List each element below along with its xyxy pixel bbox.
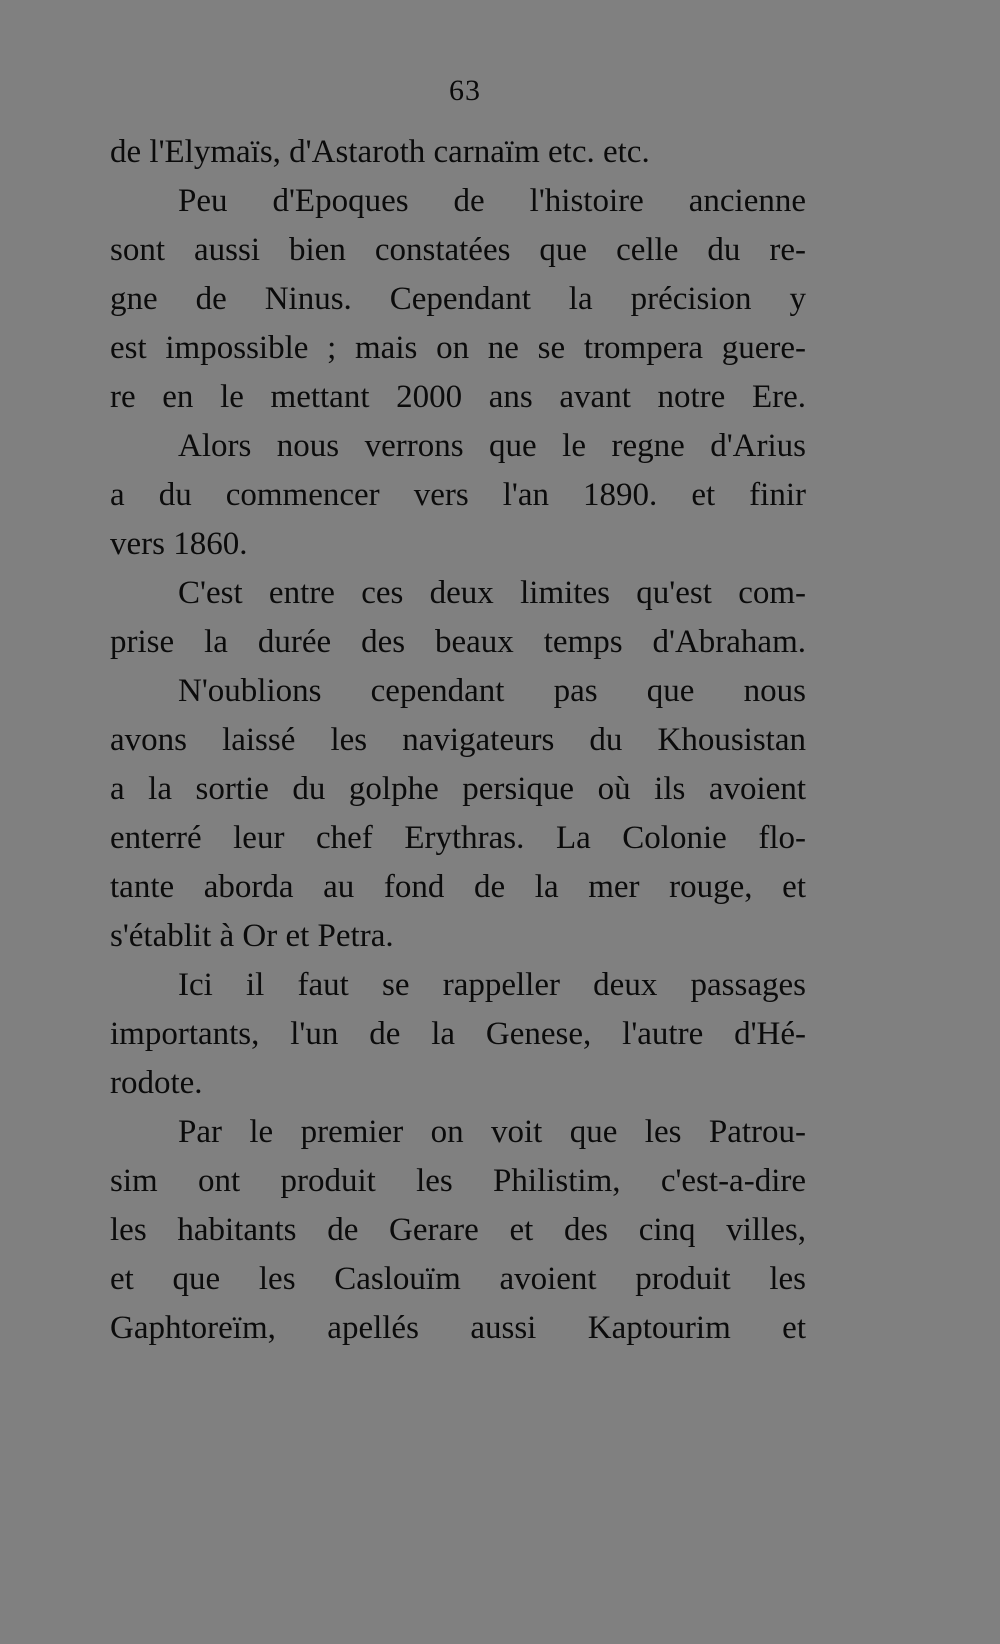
text-line: Ici il faut se rappeller deux passages (178, 967, 806, 1003)
text-line: s'établit à Or et Petra. (110, 918, 394, 954)
text-line: tante aborda au fond de la mer rouge, et (110, 869, 806, 905)
text-line: Par le premier on voit que les Patrou- (178, 1114, 806, 1150)
paragraph (110, 422, 806, 569)
text-line: Peu d'Epoques de l'histoire ancienne (178, 183, 806, 219)
text-line: de l'Elymaïs, d'Astaroth carnaïm etc. etc. (110, 134, 650, 170)
text-line: est impossible ; mais on ne se trompera guere- (110, 330, 806, 366)
page-number: 63 (449, 74, 481, 107)
text-line: les habitants de Gerare et des cinq villes, (110, 1212, 806, 1248)
text-line: sim ont produit les Philistim, c'est-a-dire (110, 1163, 806, 1199)
text-line: a la sortie du golphe persique où ils avoient (110, 771, 806, 807)
text-line: sont aussi bien constatées que celle du re- (110, 232, 806, 268)
text-line: enterré leur chef Erythras. La Colonie flo- (110, 820, 806, 856)
text-line: a du commencer vers l'an 1890. et finir (110, 477, 806, 513)
text-line: gne de Ninus. Cependant la précision y (110, 281, 806, 317)
text-line: C'est entre ces deux limites qu'est com- (178, 575, 806, 611)
body-text (110, 128, 806, 1353)
paragraph (110, 569, 806, 667)
paragraph (110, 667, 806, 961)
text-line: N'oublions cependant pas que nous (178, 673, 806, 709)
text-line: rodote. (110, 1065, 203, 1101)
paragraph (110, 177, 806, 422)
text-line: vers 1860. (110, 526, 248, 562)
text-line: Alors nous verrons que le regne d'Arius (178, 428, 806, 464)
text-line: avons laissé les navigateurs du Khousistan (110, 722, 806, 758)
paragraph (110, 961, 806, 1108)
text-line: prise la durée des beaux temps d'Abraham. (110, 624, 806, 660)
paragraph (110, 1108, 806, 1353)
paragraph (110, 128, 806, 177)
text-line: re en le mettant 2000 ans avant notre Ere. (110, 379, 806, 415)
text-line: Gaphtoreïm, apellés aussi Kaptourim et (110, 1310, 806, 1346)
text-line: importants, l'un de la Genese, l'autre d'Hé- (110, 1016, 806, 1052)
text-line: et que les Caslouïm avoient produit les (110, 1261, 806, 1297)
